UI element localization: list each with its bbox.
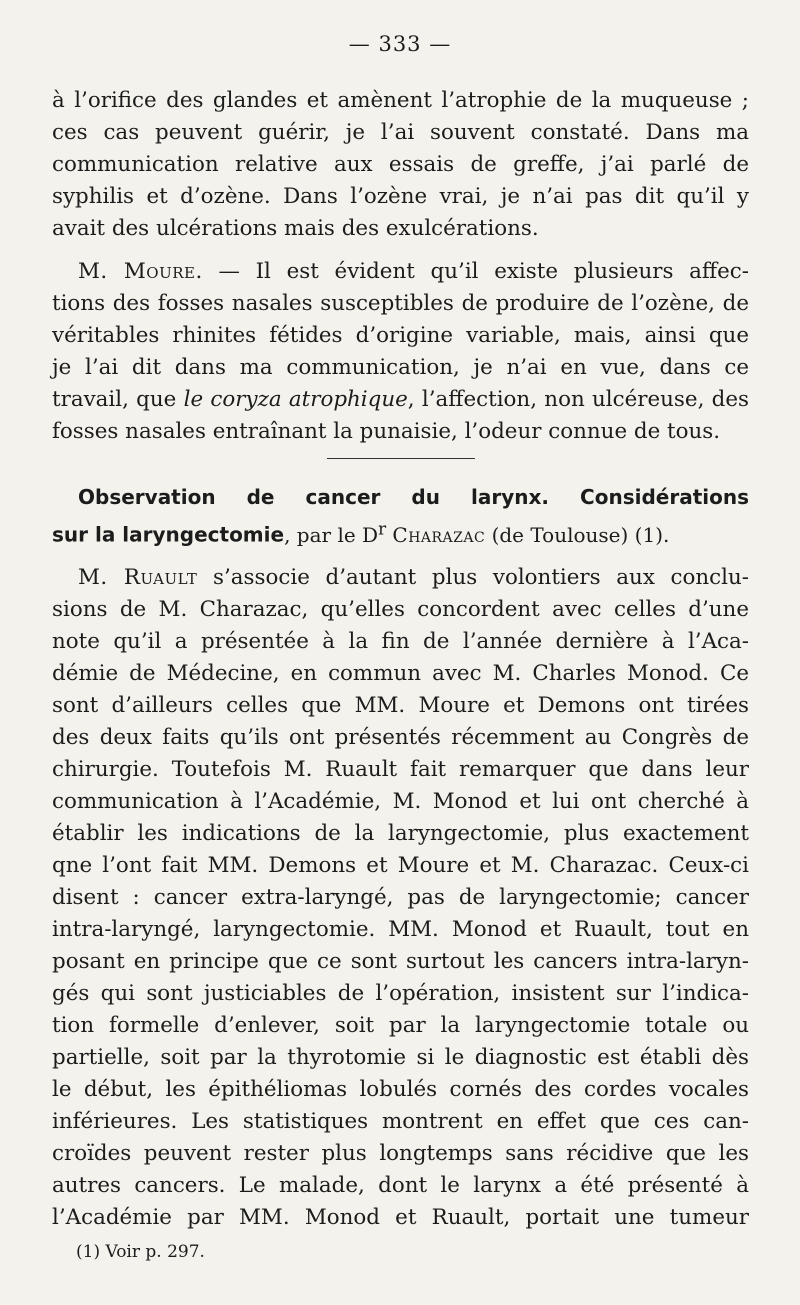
heading-byline [284, 519, 670, 547]
italic-term: le coryza atrophique [183, 387, 408, 412]
text-line: disent : cancer extra-laryngé, pas de laryngectomie; cancer [52, 884, 749, 910]
text-line: tion formelle d’enlever, soit par la laryngectomie totale ou [52, 1012, 749, 1038]
section-divider [327, 458, 475, 459]
heading-text: Observation de cancer du larynx. Considérations [78, 485, 749, 509]
section-heading-line [52, 513, 749, 551]
text-line: qne l’ont fait MM. Demons et Moure et M. Charazac. Ceux-ci [52, 852, 749, 878]
text-line: sont d’ailleurs celles que MM. Moure et Demons ont tirées [52, 692, 749, 718]
text-line: communication relative aux essais de greffe, j’ai parlé de [52, 152, 749, 177]
text-line: je l’ai dit dans ma communication, je n’ai en vue, dans ce [52, 355, 749, 380]
body-text [52, 85, 749, 1234]
text-line: sions de M. Charazac, qu’elles concordent avec celles d’une [52, 596, 749, 622]
text-line: autres cancers. Le malade, dont le larynx a été présenté à [52, 1172, 749, 1198]
text-span: s’associe d’autant plus volontiers aux conclu- [197, 564, 749, 590]
text-span: , l’affection, non ulcéreuse, des [407, 387, 749, 412]
speaker-name: M. Moure. [78, 259, 203, 284]
text-line: ces cas peuvent guérir, je l’ai souvent constaté. Dans ma [52, 120, 749, 145]
text-span: , par le D [284, 522, 379, 547]
text-line: communication à l’Académie, M. Monod et lui ont cherché à [52, 788, 749, 814]
text-line: le début, les épithéliomas lobulés cornés des cordes vocales [52, 1076, 749, 1102]
text-span: travail, que [52, 387, 184, 412]
text-line: syphilis et d’ozène. Dans l’ozène vrai, je n’ai pas dit qu’il y [52, 184, 749, 209]
text-line: gés qui sont justiciables de l’opération, insistent sur l’indica- [52, 980, 749, 1006]
text-line: tions des fosses nasales susceptibles de produire de l’ozène, de [52, 291, 749, 316]
text-line: posant en principe que ce sont surtout les cancers intra-laryn- [52, 948, 749, 974]
text-line [52, 562, 749, 594]
text-line: croïdes peuvent rester plus longtemps sans récidive que les [52, 1140, 749, 1166]
speaker-name: M. Ruault [78, 564, 198, 590]
text-line: chirurgie. Toutefois M. Ruault fait remarquer que dans leur [52, 756, 749, 782]
superscript: r [378, 519, 387, 538]
text-line: véritables rhinites fétides d’origine variable, mais, ainsi que [52, 323, 749, 348]
heading-text: sur la laryngectomie [52, 522, 285, 547]
text-line: partielle, soit par la thyrotomie si le diagnostic est établi dès [52, 1044, 749, 1070]
text-line [52, 256, 749, 288]
text-line: intra-laryngé, laryngectomie. MM. Monod et Ruault, tout en [52, 916, 749, 942]
page-number: — 333 — [348, 32, 452, 56]
author-name: Charazac [392, 522, 486, 547]
text-line: avait des ulcérations mais des exulcérations. [52, 216, 539, 241]
text-line: fosses nasales entraînant la punaisie, l’odeur connue de tous. [52, 419, 721, 444]
text-line: note qu’il a présentée à la fin de l’année dernière à l’Aca- [52, 628, 749, 654]
text-line [52, 384, 749, 416]
text-line: inférieures. Les statistiques montrent en effet que ces can- [52, 1108, 749, 1134]
section-heading-line [52, 481, 749, 513]
text-line: à l’orifice des glandes et amènent l’atrophie de la muqueuse ; [52, 88, 749, 113]
text-line: établir les indications de la laryngectomie, plus exactement [52, 820, 749, 846]
footnote: (1) Voir p. 297. [76, 1242, 205, 1262]
text-line: l’Académie par MM. Monod et Ruault, portait une tumeur [52, 1204, 749, 1230]
text-span: — Il est évident qu’il existe plusieurs affec- [202, 259, 749, 284]
text-span: (de Toulouse) (1). [485, 522, 670, 547]
text-line: démie de Médecine, en commun avec M. Charles Monod. Ce [52, 660, 749, 686]
text-line: des deux faits qu’ils ont présentés récemment au Congrès de [52, 724, 749, 750]
